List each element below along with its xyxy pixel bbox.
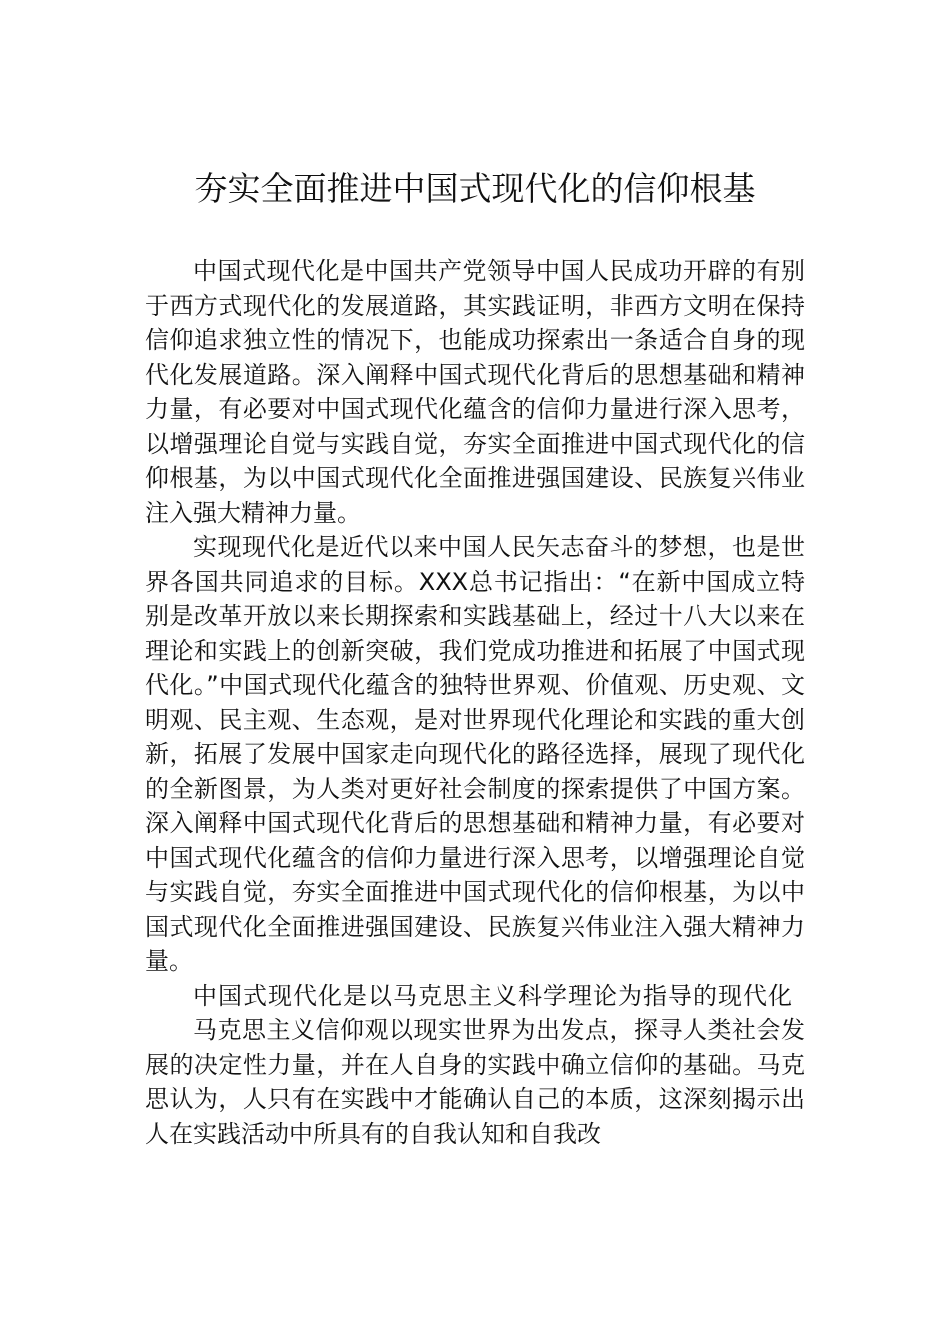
document-title: 夯实全面推进中国式现代化的信仰根基 bbox=[194, 169, 756, 208]
paragraph-intro: 中国式现代化是中国共产党领导中国人民成功开辟的有别于西方式现代化的发展道路，其实践证明，非西方文明在保持信仰追求独立性的情况下，也能成功探索出一条适合自身的现代化发展道路。深入阐释中国式现代化背后的思想基础和精神力量，有必要对中国式现代化蕴含的信仰力量进行深入思考，以增强理论自觉与实践自觉，夯实全面推进中国式现代化的信仰根基，为以中国式现代化全面推进强国建设、民族复兴伟业注入强大精神力量。 bbox=[145, 257, 805, 527]
document-body bbox=[145, 254, 805, 1151]
paragraph-modernization-goal: 实现现代化是近代以来中国人民矢志奋斗的梦想，也是世界各国共同追求的目标。XXX总书记指出：“在新中国成立特别是改革开放以来长期探索和实践基础上，经过十八大以来在理论和实践上的创新突破，我们党成功推进和拓展了中国式现代化。”中国式现代化蕴含的独特世界观、价值观、历史观、文明观、民主观、生态观，是对世界现代化理论和实践的重大创新，拓展了发展中国家走向现代化的路径选择，展现了现代化的全新图景，为人类对更好社会制度的探索提供了中国方案。深入阐释中国式现代化背后的思想基础和精神力量，有必要对中国式现代化蕴含的信仰力量进行深入思考，以增强理论自觉与实践自觉，夯实全面推进中国式现代化的信仰根基，为以中国式现代化全面推进强国建设、民族复兴伟业注入强大精神力量。 bbox=[145, 533, 805, 975]
paragraph-marxism: 马克思主义信仰观以现实世界为出发点，探寻人类社会发展的决定性力量，并在人自身的实践中确立信仰的基础。马克思认为，人只有在实践中才能确认自己的本质，这深刻揭示出人在实践活动中所具有的自我认知和自我改 bbox=[145, 1016, 805, 1148]
section-heading: 中国式现代化是以马克思主义科学理论为指导的现代化 bbox=[193, 981, 793, 1010]
